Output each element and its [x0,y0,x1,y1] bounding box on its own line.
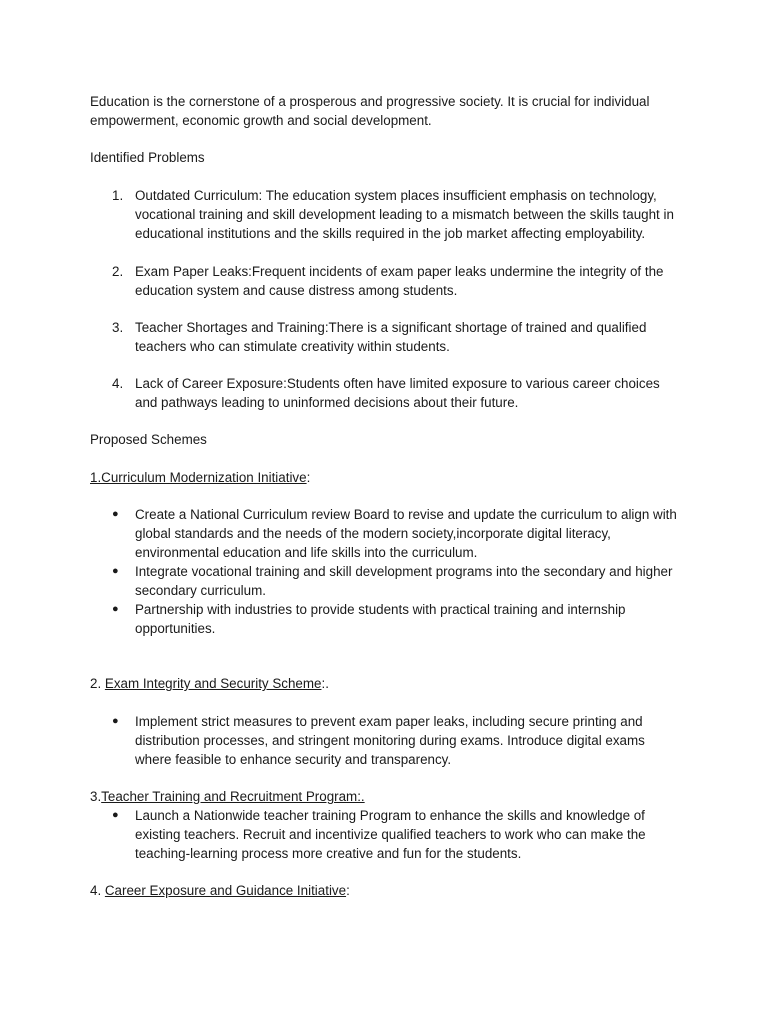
scheme-2-suffix: :. [321,676,329,691]
list-text: Exam Paper Leaks:Frequent incidents of exam paper leaks undermine the integrity of the education system and cause distress among students. [135,264,664,298]
list-text: Lack of Career Exposure:Students often have limited exposure to various career choices and pathways leading to uninformed decisions about their future. [135,376,660,410]
bullet-icon: ● [112,809,119,821]
scheme-4-prefix: 4. [90,883,105,898]
list-number: 3. [112,320,124,335]
scheme-1-title: 1.Curriculum Modernization Initiative [90,470,307,485]
bullet-icon: ● [112,715,119,727]
scheme-4-title: Career Exposure and Guidance Initiative [104,883,347,898]
scheme-4-heading [90,881,690,900]
bullet-text: Implement strict measures to prevent exam paper leaks, including secure printing and distribution processes, and stringent monitoring during exams. Introduce digital exams where feasible to enhance security and transparency. [135,714,645,767]
scheme-2-prefix: 2. [90,676,105,691]
list-text: Teacher Shortages and Training:There is a significant shortage of trained and qualified teachers who can stimulate creativity within students. [135,320,647,354]
bullet-text: Partnership with industries to provide students with practical training and internship opportunities. [135,602,626,636]
bullet-text: Launch a Nationwide teacher training Program to enhance the skills and knowledge of existing teachers. Recruit and incentivize qualified teachers to work who can make the teaching-learning process more creative and fun for the students. [135,808,646,861]
list-text: Outdated Curriculum: The education system places insufficient emphasis on technology, vocational training and skill development leading to a mismatch between the skills taught in educational institutions and the skills required in the job market affecting employability. [135,188,674,241]
problems-heading: Identified Problems [90,150,205,165]
scheme-2-heading [90,674,690,693]
scheme-3-prefix: 3. [90,789,102,804]
scheme-3-heading [90,787,690,806]
schemes-heading: Proposed Schemes [90,432,207,447]
bullet-icon: ● [112,565,119,577]
scheme-2-title: Exam Integrity and Security Scheme [104,676,322,691]
scheme-4-suffix: : [346,883,350,898]
bullet-icon: ● [112,508,119,520]
intro-paragraph: Education is the cornerstone of a prosperous and progressive society. It is crucial for individual empowerment, economic growth and social development. [90,94,650,128]
scheme-1-heading [90,468,690,487]
list-number: 1. [112,188,124,203]
scheme-1-suffix: : [306,470,311,485]
bullet-text: Integrate vocational training and skill development programs into the secondary and higher secondary curriculum. [135,564,673,598]
bullet-icon: ● [112,603,119,615]
list-number: 2. [112,264,124,279]
scheme-3-title: Teacher Training and Recruitment Program:. [101,789,365,804]
list-number: 4. [112,376,124,391]
bullet-text: Create a National Curriculum review Board to revise and update the curriculum to align with global standards and the needs of the modern society,incorporate digital literacy, environmental education and life skills into the curriculum. [135,507,677,560]
